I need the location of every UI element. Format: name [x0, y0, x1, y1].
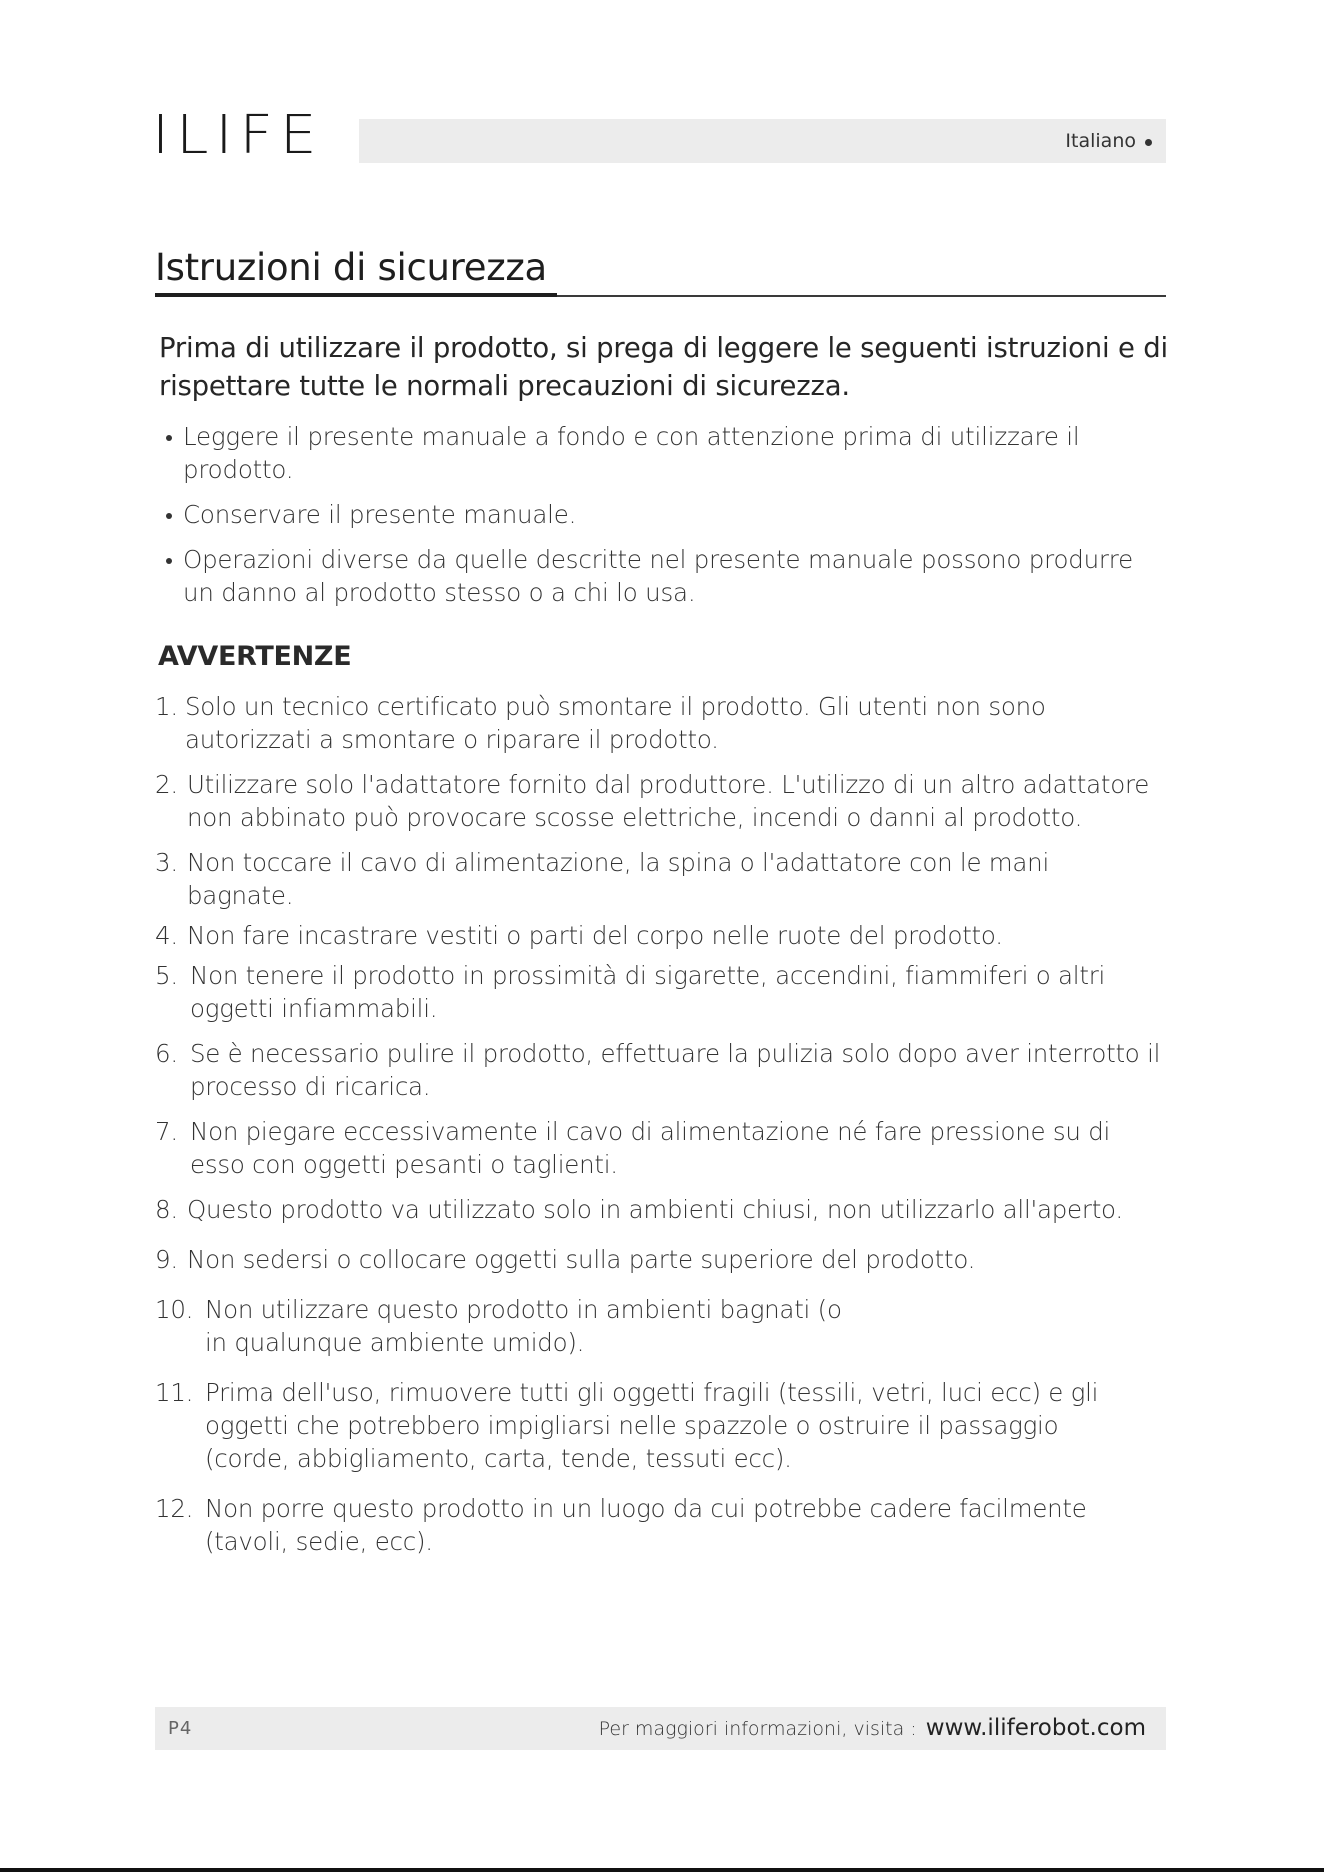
- item-text: Non porre questo prodotto in un luogo da cui potrebbe cadere facilmente (tavoli, sedie, ecc).: [205, 1494, 1087, 1556]
- list-item: [155, 690, 1175, 756]
- item-text: Solo un tecnico certificato può smontare il prodotto. Gli utenti non sono autorizzati a smontare o riparare il prodotto.: [185, 692, 1046, 754]
- item-number: 9.: [155, 1245, 178, 1274]
- item-text: Non utilizzare questo prodotto in ambienti bagnati (o in qualunque ambiente umido).: [205, 1295, 842, 1357]
- page-title: Istruzioni di sicurezza: [155, 246, 547, 289]
- bottom-edge: [0, 1868, 1324, 1872]
- item-number: 11.: [155, 1378, 194, 1407]
- warnings-list: [155, 690, 1175, 1558]
- warnings-heading: AVVERTENZE: [158, 641, 352, 672]
- item-text: Non piegare eccessivamente il cavo di alimentazione né fare pressione su di esso con oggetti pesanti o taglienti.: [190, 1117, 1111, 1179]
- item-text: Non fare incastrare vestiti o parti del corpo nelle ruote del prodotto.: [187, 921, 1003, 950]
- bullet-dot-icon: [1145, 139, 1152, 146]
- footer-info: [599, 1715, 1146, 1741]
- footer-bar: [155, 1707, 1166, 1750]
- bullet-text: Conservare il presente manuale.: [183, 500, 577, 529]
- list-item: [155, 1037, 1175, 1103]
- title-rule: [557, 295, 1166, 297]
- page-number: P4: [168, 1718, 193, 1739]
- list-item: [155, 768, 1175, 834]
- item-text: Utilizzare solo l'adattatore fornito dal produttore. L'utilizzo di un altro adattatore non abbinato può provocare scosse elettriche, incendi o danni al prodotto.: [187, 770, 1150, 832]
- list-item: [155, 959, 1175, 1025]
- item-number: 2.: [155, 770, 178, 799]
- bullet-text: Leggere il presente manuale a fondo e con attenzione prima di utilizzare il prodotto.: [183, 422, 1080, 484]
- item-text: Questo prodotto va utilizzato solo in ambienti chiusi, non utilizzarlo all'aperto.: [187, 1195, 1123, 1224]
- bullet-text: Operazioni diverse da quelle descritte nel presente manuale possono produrre un danno al prodotto stesso o a chi lo usa.: [183, 545, 1134, 607]
- item-number: 10.: [155, 1295, 194, 1324]
- header-bar: [359, 119, 1166, 163]
- item-number: 1.: [155, 692, 178, 721]
- item-text: Prima dell'uso, rimuovere tutti gli oggetti fragili (tessili, vetri, luci ecc) e gli oggetti che potrebbero impigliarsi nelle spazzole o ostruire il passaggio (corde, abbigliamento, carta, tende, tessuti ecc).: [205, 1378, 1099, 1473]
- brand-logo: ILIFE: [152, 103, 324, 166]
- list-item: [163, 420, 1163, 486]
- item-text: Non tenere il prodotto in prossimità di sigarette, accendini, fiammiferi o altri oggetti infiammabili.: [190, 961, 1106, 1023]
- language-label: Italiano: [1065, 130, 1136, 152]
- list-item: [155, 1492, 1175, 1558]
- list-item: [155, 1115, 1175, 1181]
- list-item: [163, 498, 1163, 531]
- item-text: Non toccare il cavo di alimentazione, la spina o l'adattatore con le mani bagnate.: [187, 848, 1050, 910]
- bullet-list: [163, 420, 1163, 621]
- item-number: 4.: [155, 921, 178, 950]
- intro-paragraph: Prima di utilizzare il prodotto, si prega di leggere le seguenti istruzioni e di rispettare tutte le normali precauzioni di sicurezza.: [159, 332, 1168, 402]
- website-link[interactable]: www.iliferobot.com: [925, 1715, 1146, 1741]
- item-text: Non sedersi o collocare oggetti sulla parte superiore del prodotto.: [187, 1245, 976, 1274]
- list-item: [155, 1193, 1175, 1226]
- bullet-dot-icon: [166, 513, 172, 519]
- item-number: 8.: [155, 1195, 178, 1224]
- item-number: 5.: [155, 961, 178, 990]
- list-item: [155, 1243, 1175, 1276]
- item-number: 3.: [155, 848, 178, 877]
- list-item: [155, 1376, 1175, 1475]
- list-item: [155, 846, 1175, 912]
- footer-info-label: Per maggiori informazioni, visita :: [598, 1718, 917, 1740]
- list-item: [163, 543, 1163, 609]
- title-underline: [155, 293, 557, 297]
- item-number: 12.: [155, 1494, 194, 1523]
- item-text: Se è necessario pulire il prodotto, effettuare la pulizia solo dopo aver interrotto il processo di ricarica.: [190, 1039, 1161, 1101]
- bullet-dot-icon: [166, 558, 172, 564]
- list-item: [155, 919, 1175, 952]
- item-number: 7.: [155, 1117, 178, 1146]
- item-number: 6.: [155, 1039, 178, 1068]
- list-item: [155, 1293, 1175, 1359]
- bullet-dot-icon: [166, 435, 172, 441]
